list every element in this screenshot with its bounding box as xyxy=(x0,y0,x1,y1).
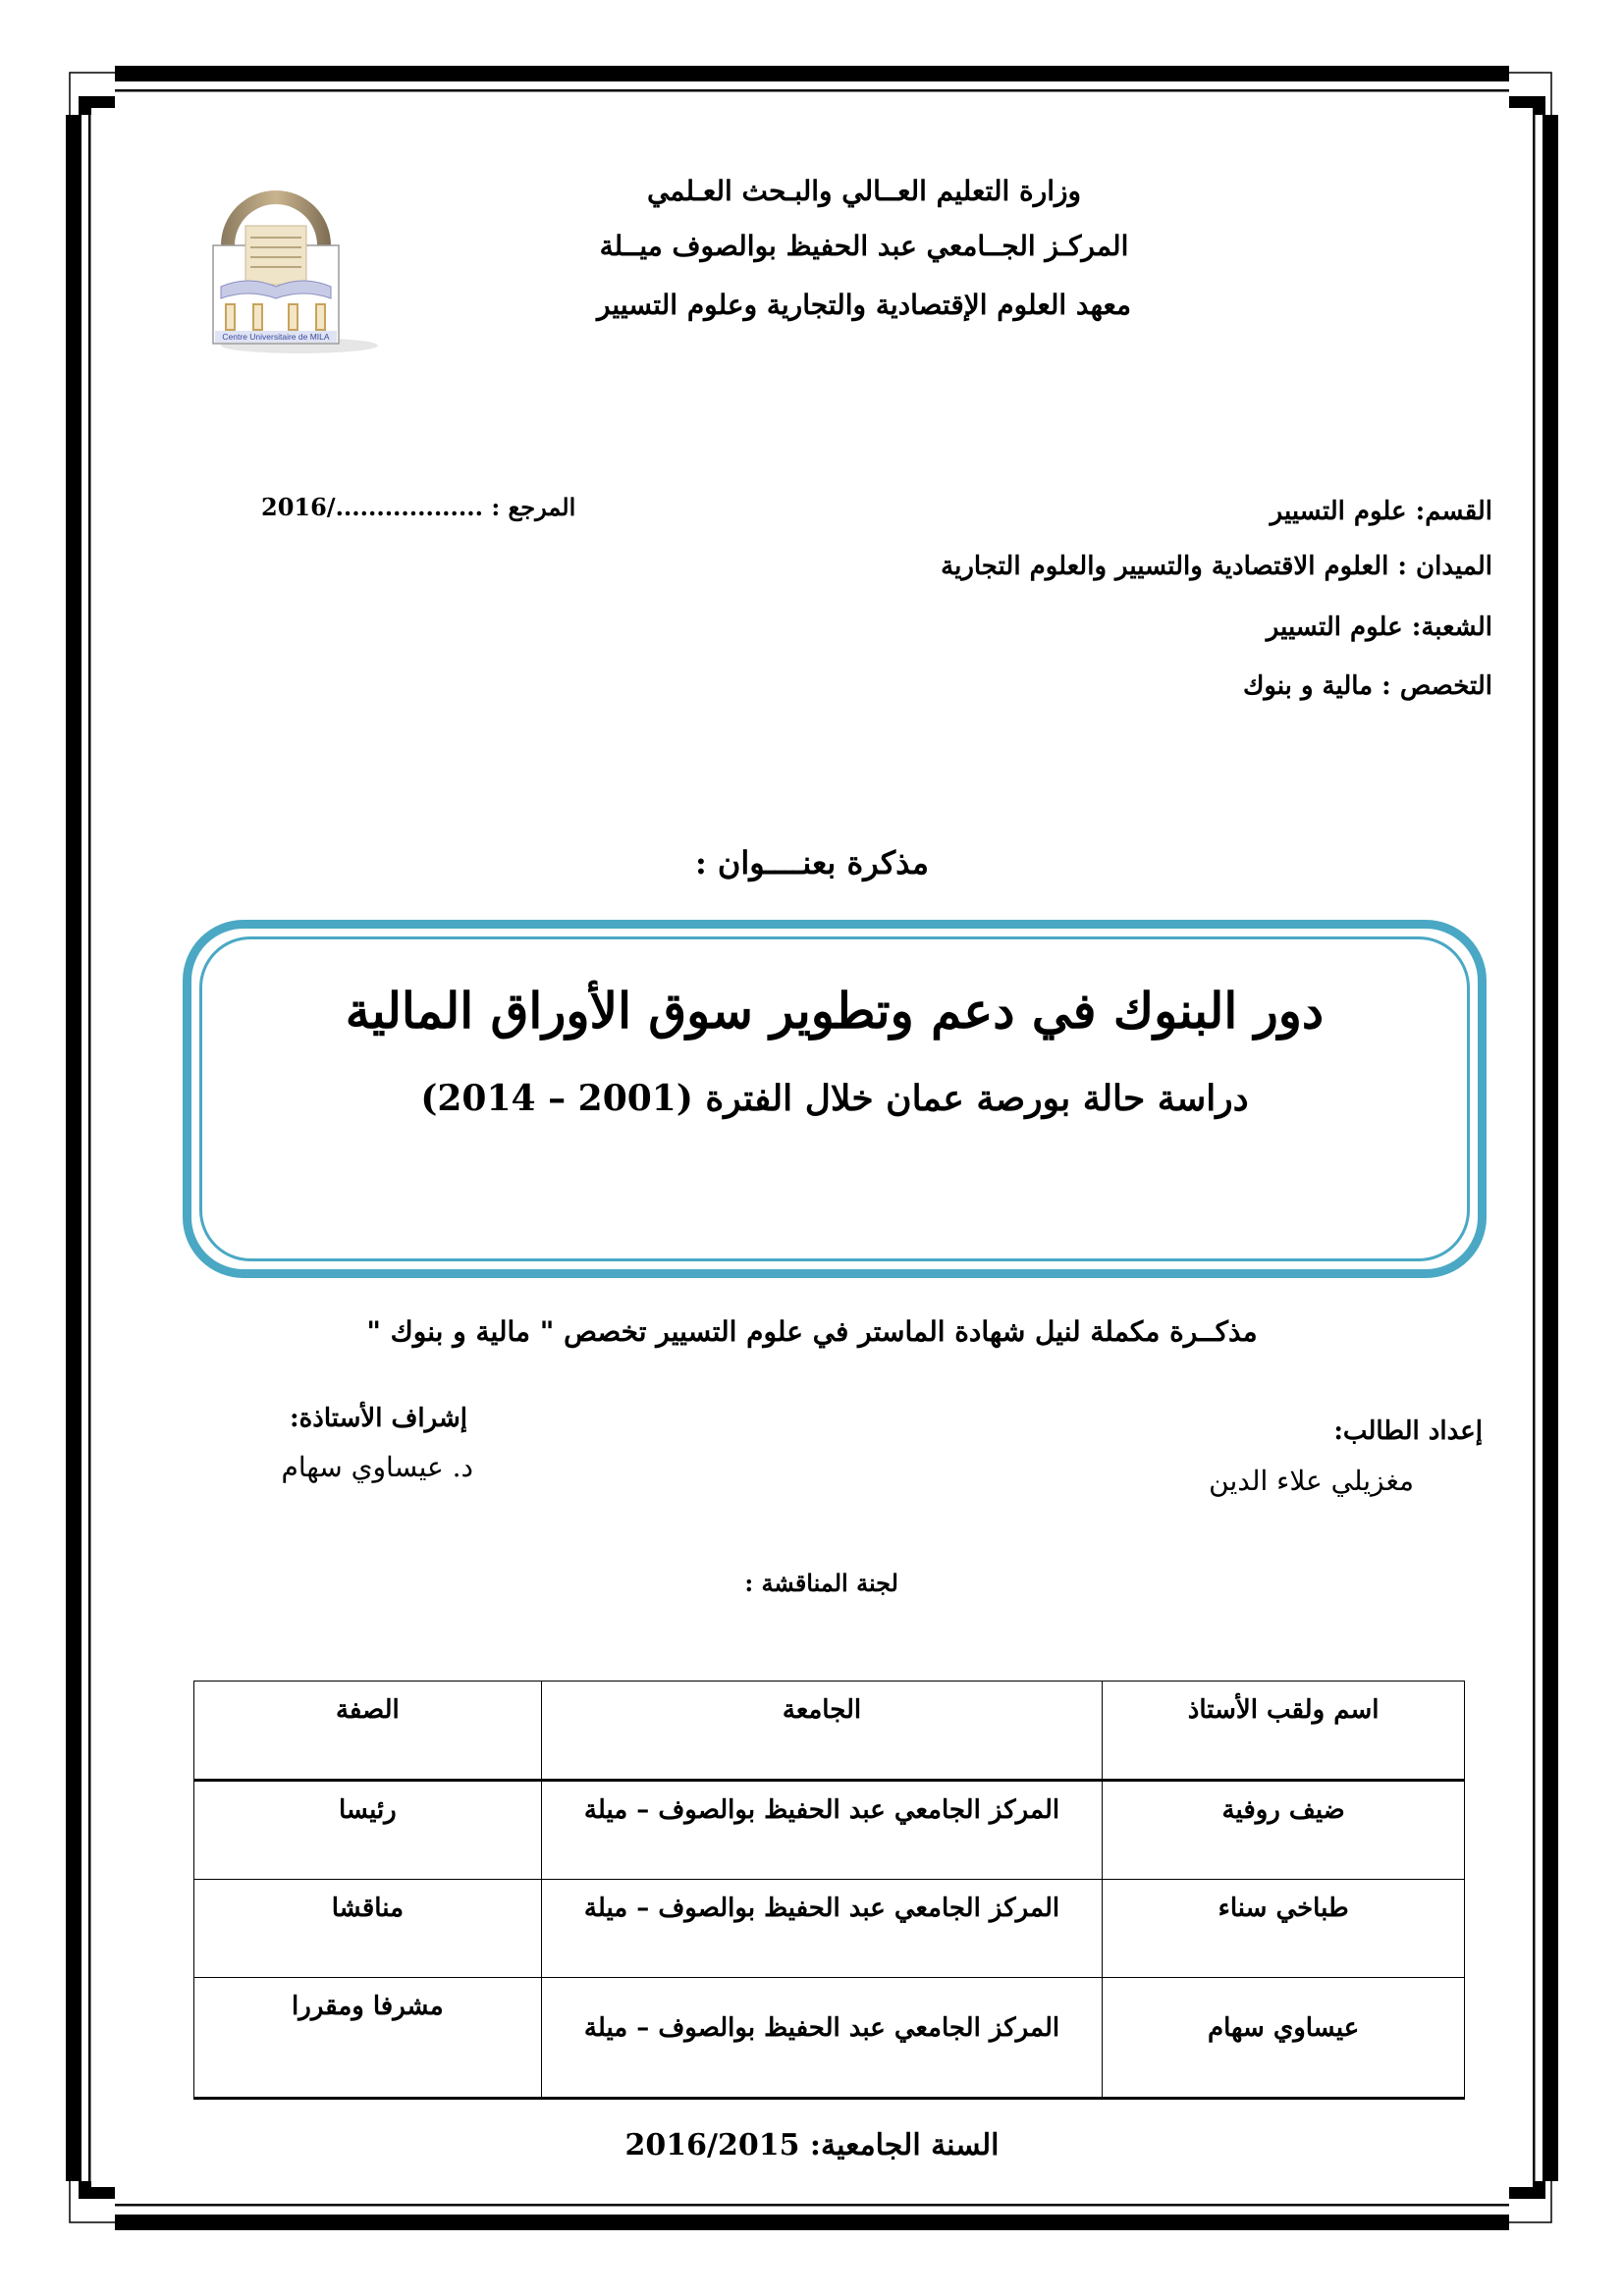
jury-member-university: المركز الجامعي عبد الحفيظ بوالصوف – ميلة xyxy=(541,1781,1103,1880)
column-header-university: الجامعة xyxy=(541,1682,1103,1781)
department-field: القسم: علوم التسيير xyxy=(1270,497,1492,526)
thesis-subtitle: دراسة حالة بورصة عمان خلال الفترة (2001 – 2014) xyxy=(420,1078,1249,1119)
specialty-field: التخصص : مالية و بنوك xyxy=(1242,671,1492,701)
column-header-name: اسم ولقب الأستاذ xyxy=(1103,1682,1465,1781)
column-header-role: الصفة xyxy=(194,1682,542,1781)
jury-member-role: مناقشا xyxy=(194,1880,542,1978)
supervisor-name: د. عيساوي سهام xyxy=(281,1451,473,1483)
degree-statement: مذكــرة مكملة لنيل شهادة الماستر في علوم التسيير تخصص " مالية و بنوك " xyxy=(366,1315,1258,1348)
table-row xyxy=(194,1978,1465,2099)
jury-member-role: مشرفا ومقررا xyxy=(194,1978,542,2099)
ministry-name: وزارة التعليم العــالي والبـحث العـلمي xyxy=(646,175,1082,207)
academic-year: السنة الجامعية: 2016/2015 xyxy=(624,2128,1000,2163)
student-name: مغزيلي علاء الدين xyxy=(1209,1465,1414,1497)
svg-text:Centre Universitaire de MILA: Centre Universitaire de MILA xyxy=(222,332,330,342)
jury-member-name: ضيف روفية xyxy=(1103,1781,1465,1880)
university-logo xyxy=(191,177,398,363)
student-label: إعداد الطالب: xyxy=(1333,1416,1483,1446)
jury-header-row xyxy=(194,1682,1465,1781)
jury-member-role: رئيسا xyxy=(194,1781,542,1880)
thesis-label: مذكرة بعنــــوان : xyxy=(694,844,930,881)
jury-member-name: طباخي سناء xyxy=(1103,1880,1465,1978)
jury-member-university: المركز الجامعي عبد الحفيظ بوالصوف – ميلة xyxy=(541,1978,1103,2099)
jury-label: لجنة المناقشة : xyxy=(744,1569,898,1597)
table-row xyxy=(194,1880,1465,1978)
university-name: المركـز الجــامعي عبد الحفيظ بوالصوف ميــلة xyxy=(599,230,1129,262)
supervisor-label: إشراف الأستاذة: xyxy=(290,1404,467,1433)
jury-table xyxy=(193,1681,1465,2100)
branch-field: الشعبة: علوم التسيير xyxy=(1266,613,1492,642)
thesis-title: دور البنوك في دعم وتطوير سوق الأوراق المالية xyxy=(345,982,1325,1040)
jury-member-university: المركز الجامعي عبد الحفيظ بوالصوف – ميلة xyxy=(541,1880,1103,1978)
institute-name: معهد العلوم الإقتصادية والتجارية وعلوم التسيير xyxy=(596,289,1131,321)
table-row xyxy=(194,1781,1465,1880)
domain-field: الميدان : العلوم الاقتصادية والتسيير والعلوم التجارية xyxy=(941,552,1492,581)
jury-member-name: عيساوي سهام xyxy=(1103,1978,1465,2099)
reference-field: المرجع : ................../2016 xyxy=(261,493,576,521)
